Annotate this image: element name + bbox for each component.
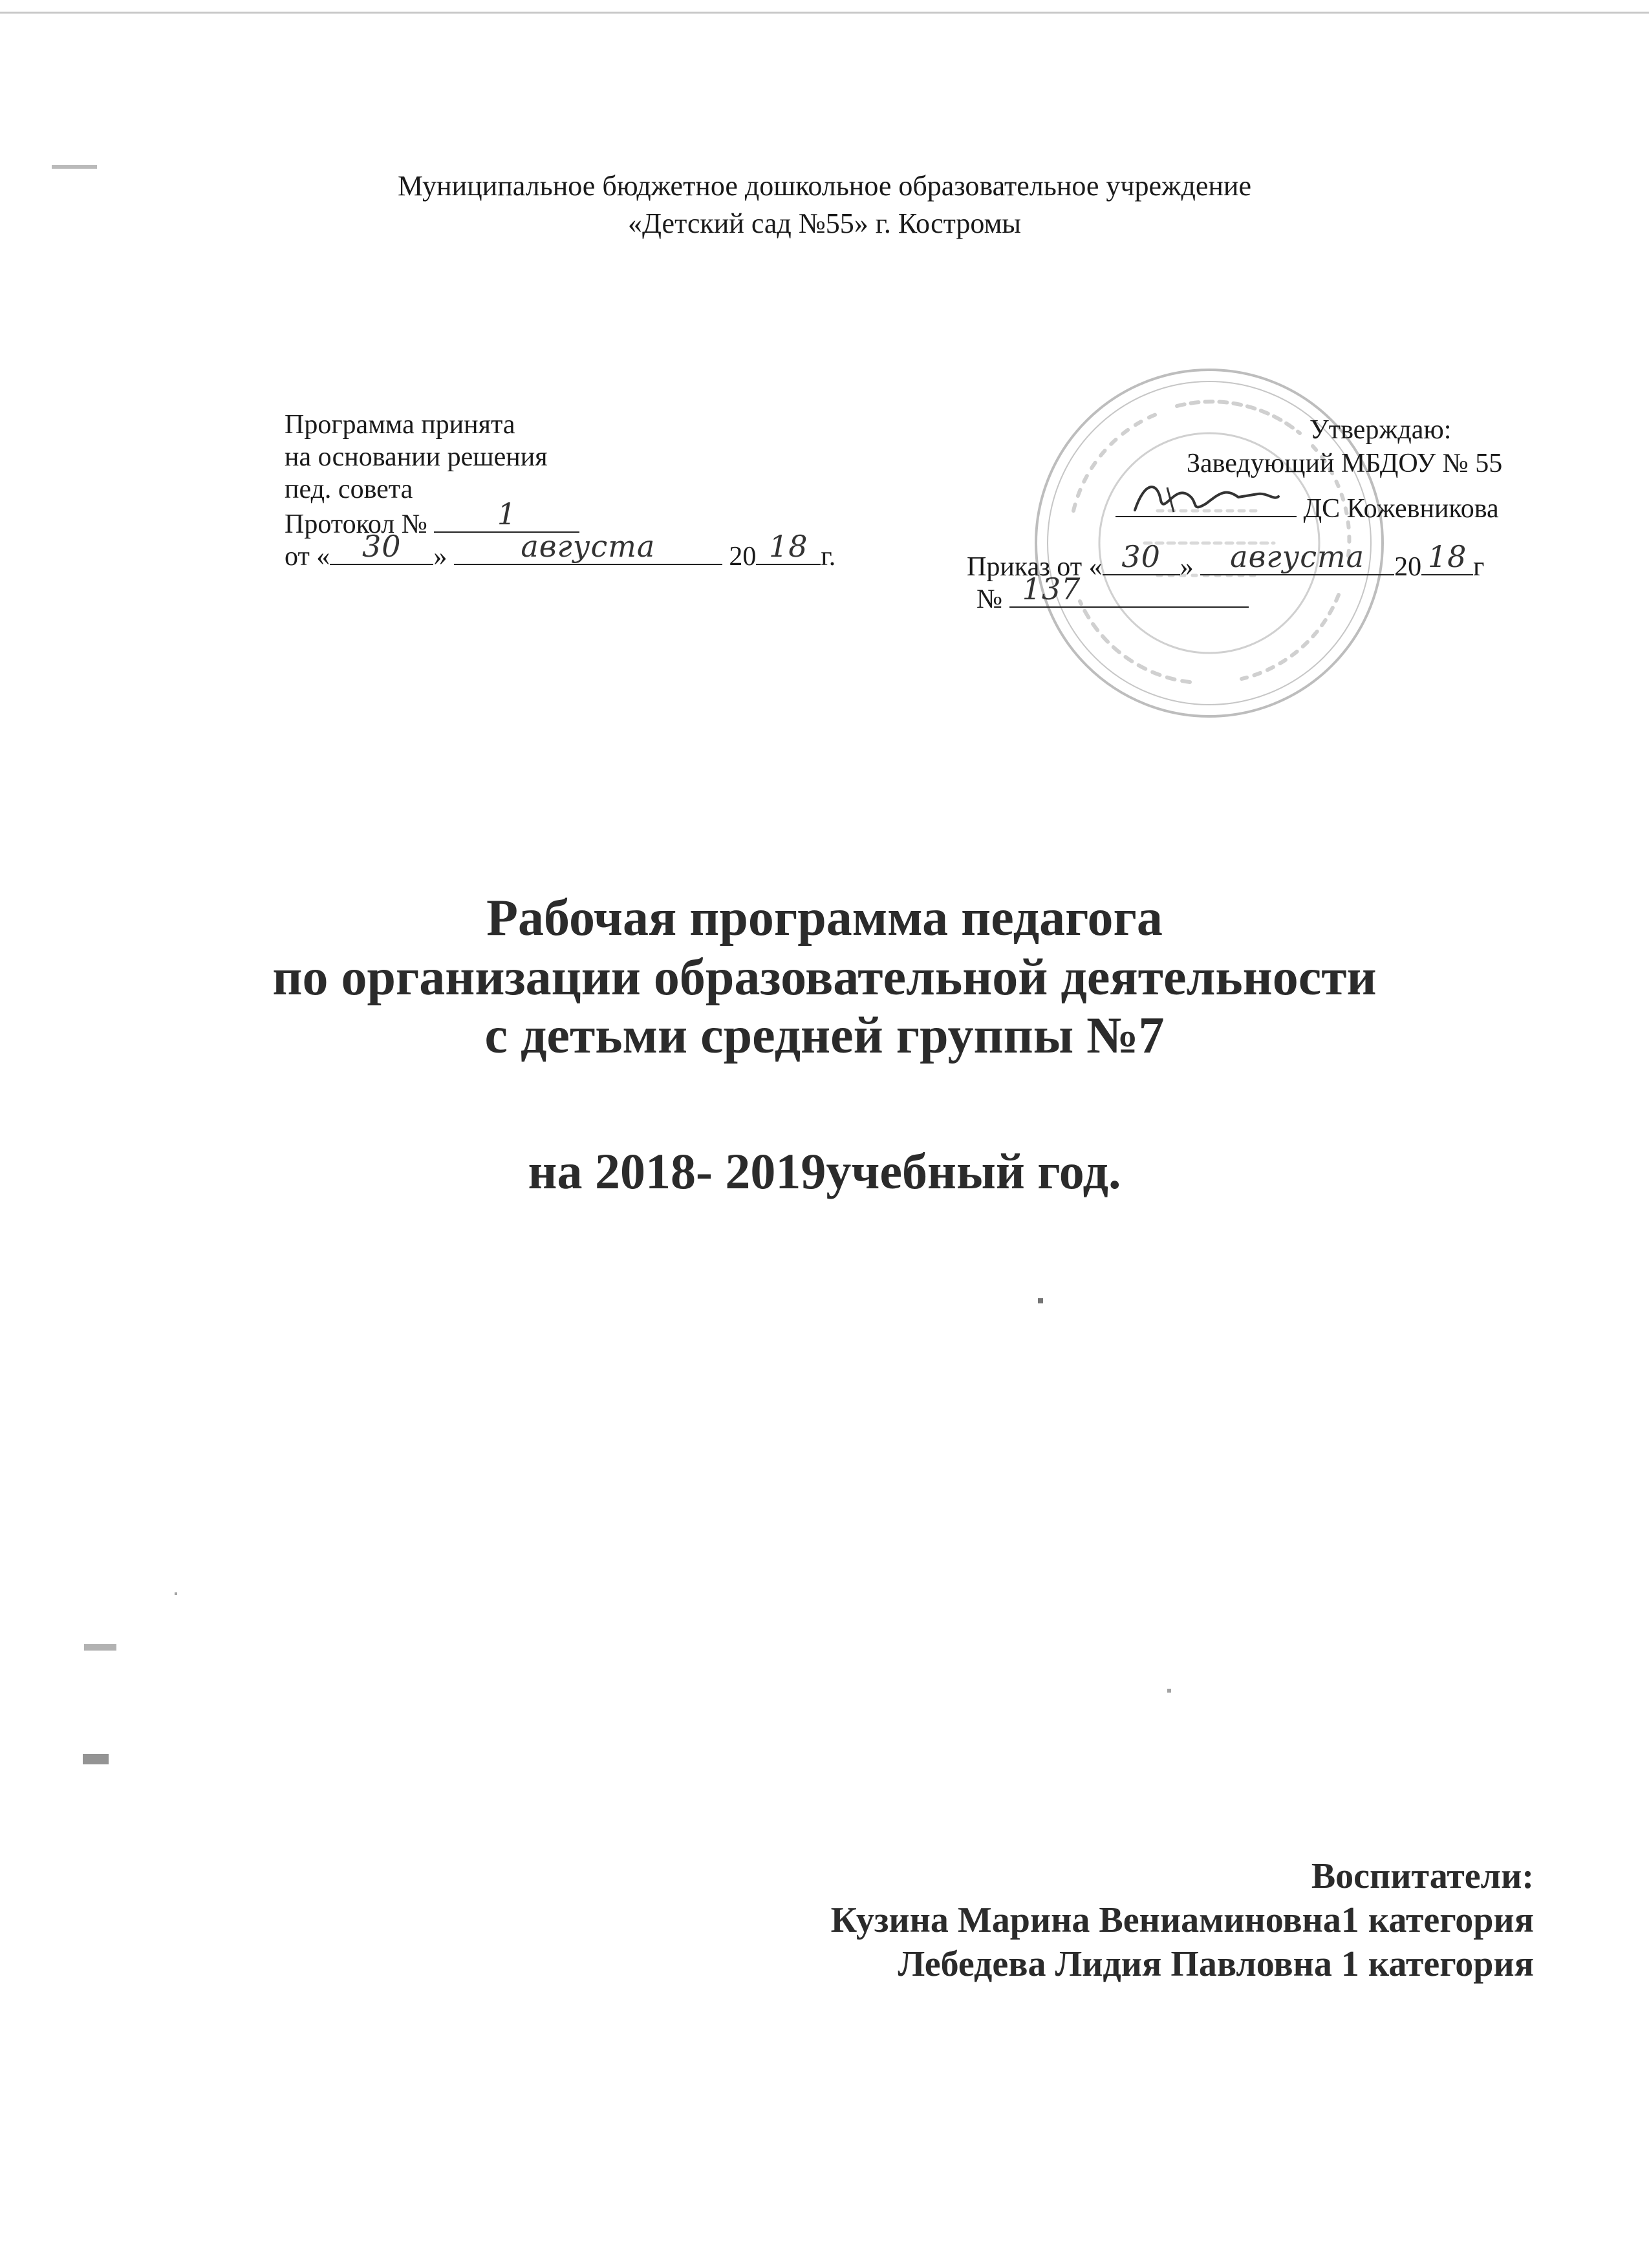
date-close-quote: » xyxy=(433,542,447,572)
date-from-label: от « xyxy=(285,542,330,572)
scan-speck xyxy=(83,1754,109,1764)
org-name-line2: «Детский сад №55» г. Костромы xyxy=(627,208,1021,239)
author-1: Кузина Марина Вениаминовна1 категория xyxy=(830,1900,1534,1940)
doc-title-line2: по организации образовательной деятельности xyxy=(272,949,1377,1006)
date-month-field xyxy=(454,529,722,565)
date-month-handwritten: августа xyxy=(521,529,656,564)
approved-line1: Утверждаю: xyxy=(1310,415,1452,445)
scan-speck xyxy=(52,165,97,169)
scan-speck xyxy=(1038,1298,1043,1303)
date-year-field xyxy=(756,529,821,565)
order-close-quote: » xyxy=(1180,552,1194,582)
accepted-line3: пед. совета xyxy=(285,475,413,504)
date-year-handwritten: 18 xyxy=(769,529,808,564)
doc-academic-year: на 2018- 2019учебный год. xyxy=(528,1143,1121,1199)
order-year-handwritten: 18 xyxy=(1427,539,1467,574)
approved-order-number-line xyxy=(976,572,1249,615)
order-day-handwritten: 30 xyxy=(1121,539,1161,574)
approved-signature-line xyxy=(1116,490,1499,525)
accepted-line1: Программа принята xyxy=(285,410,515,440)
accepted-line2: на основании решения xyxy=(285,442,548,472)
approved-line2: Заведующий МБДОУ № 55 xyxy=(1187,449,1503,478)
order-number-handwritten: 137 xyxy=(1022,572,1081,606)
approved-block xyxy=(964,414,1546,627)
order-year-field xyxy=(1421,539,1473,575)
order-year-prefix: 20 xyxy=(1394,552,1422,582)
date-day-handwritten: 30 xyxy=(362,529,402,564)
accepted-block xyxy=(285,409,867,577)
order-day-field xyxy=(1103,539,1180,575)
scan-top-edge xyxy=(0,12,1649,14)
doc-title-line1: Рабочая программа педагога xyxy=(486,890,1163,947)
order-from-label: Приказ от « xyxy=(967,552,1103,582)
author-2: Лебедева Лидия Павловна 1 категория xyxy=(898,1944,1534,1984)
org-name-line1: Муниципальное бюджетное дошкольное образовательное учреждение xyxy=(398,170,1251,202)
order-year-end: г xyxy=(1473,552,1485,582)
accepted-date-line xyxy=(285,529,836,573)
doc-title-line3: с детьми средней группы №7 xyxy=(484,1007,1165,1064)
signer-name: ДС Кожевникова xyxy=(1303,494,1499,524)
authors-label: Воспитатели: xyxy=(1311,1856,1534,1896)
order-month-field xyxy=(1200,539,1394,575)
signature-field xyxy=(1116,490,1297,517)
protocol-number-handwritten: 1 xyxy=(497,497,517,531)
date-year-prefix: 20 xyxy=(729,542,757,572)
scan-speck xyxy=(175,1592,177,1595)
date-year-end: г. xyxy=(821,542,836,572)
order-number-field xyxy=(1009,572,1249,608)
order-month-handwritten: августа xyxy=(1230,539,1365,574)
order-number-label: № xyxy=(976,584,1003,614)
date-day-field xyxy=(330,529,433,565)
handwritten-signature xyxy=(1128,475,1284,520)
scan-speck xyxy=(84,1644,116,1651)
protocol-label: Протокол № xyxy=(285,509,427,539)
scan-speck xyxy=(1167,1689,1171,1693)
